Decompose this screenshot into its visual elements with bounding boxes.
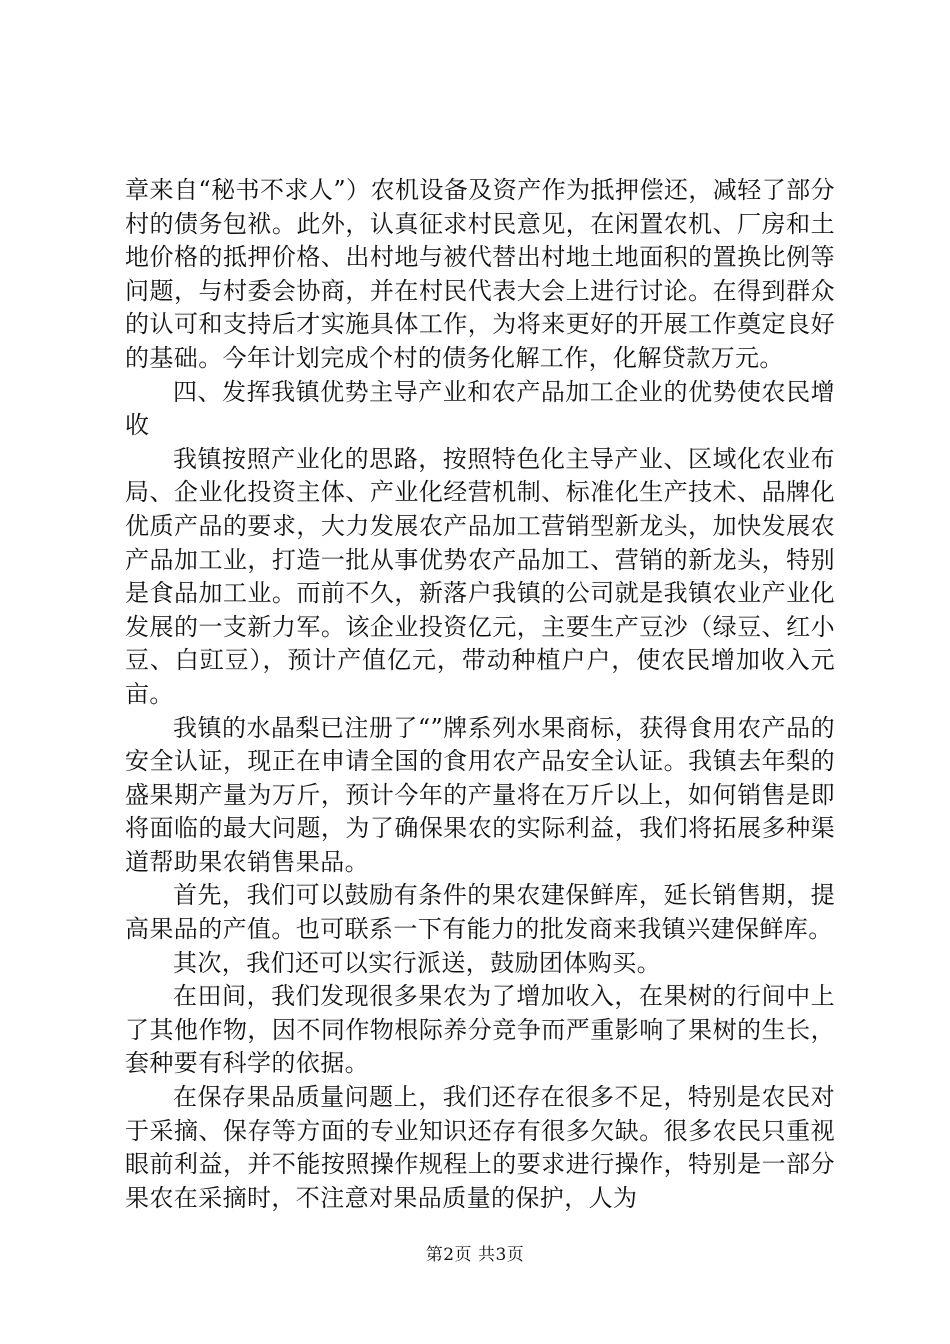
document-body	[125, 174, 835, 1215]
section-heading-four: 四、发挥我镇优势主导产业和农产品加工企业的优势使农民增收	[125, 377, 835, 440]
paragraph-intercropping: 在田间，我们发现很多果农为了增加收入，在果树的行间中上了其他作物，因不同作物根际养分竞争而严重影响了果树的生长，套种要有科学的依据。	[125, 982, 835, 1078]
paragraph-second-measure: 其次，我们还可以实行派送，鼓励团体购买。	[173, 948, 661, 977]
paragraph-fruit-quality: 在保存果品质量问题上，我们还存在很多不足，特别是农民对于采摘、保存等方面的专业知识还存有很多欠缺。很多农民只重视眼前利益，并不能按照操作规程上的要求进行操作，特别是一部分果农在采摘时，不注意对果品质量的保护，人为	[125, 1083, 835, 1212]
paragraph-debt-relief: 章来自“秘书不求人”）农机设备及资产作为抵押偿还，减轻了部分村的债务包袱。此外，认真征求村民意见，在闲置农机、厂房和土地价格的抵押价格、出村地与被代替出村地土地面积的置换比例等问题，与村委会协商，并在村民代表大会上进行讨论。在得到群众的认可和支持后才实施具体工作，为将来更好的开展工作奠定良好的基础。今年计划完成个村的债务化解工作，化解贷款万元。	[125, 176, 835, 372]
paragraph-industrialization: 我镇按照产业化的思路，按照特色化主导产业、区域化农业布局、企业化投资主体、产业化经营机制、标准化生产技术、品牌化优质产品的要求，大力发展农产品加工营销型新龙头，加快发展农产品加工业，打造一批从事优势农产品加工、营销的新龙头，特别是食品加工业。而前不久，新落户我镇的公司就是我镇农业产业化发展的一支新力军。该企业投资亿元，主要生产豆沙（绿豆、红小豆、白豇豆），预计产值亿元，带动种植户户，使农民增加收入元亩。	[125, 444, 835, 708]
paragraph-first-measure: 首先，我们可以鼓励有条件的果农建保鲜库，延长销售期，提高果品的产值。也可联系一下有能力的批发商来我镇兴建保鲜库。	[125, 881, 835, 944]
page-footer: 第2页 共3页	[425, 1245, 525, 1265]
paragraph-crystal-pear: 我镇的水晶梨已注册了“”牌系列水果商标，获得食用农产品的安全认证，现正在申请全国的食用农产品安全认证。我镇去年梨的盛果期产量为万斤，预计今年的产量将在万斤以上，如何销售是即将面临的最大问题，为了确保果农的实际利益，我们将拓展多种渠道帮助果农销售果品。	[125, 713, 835, 876]
